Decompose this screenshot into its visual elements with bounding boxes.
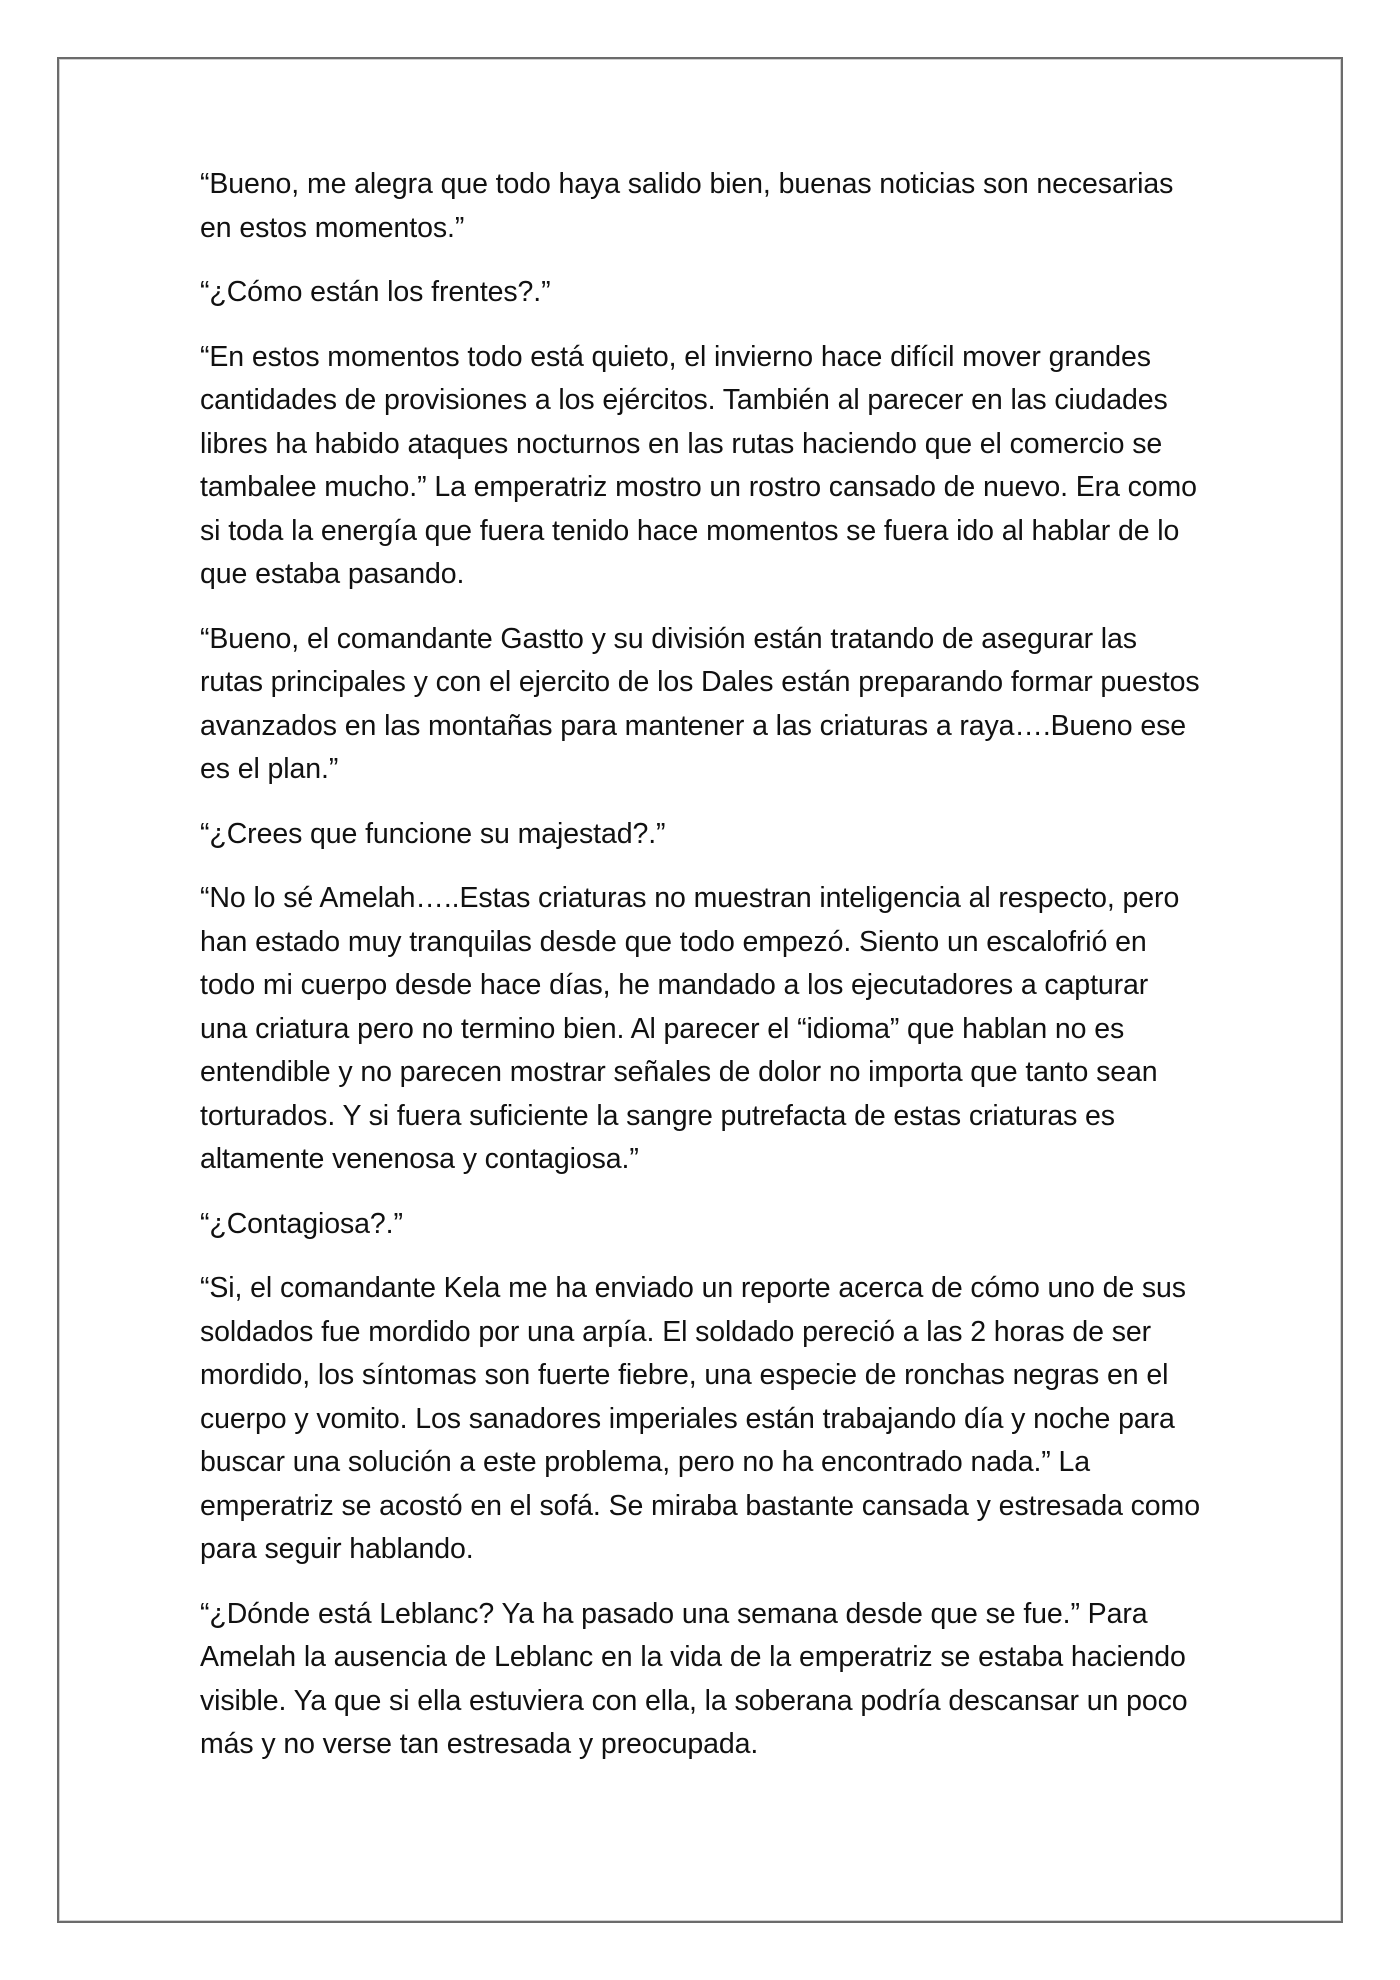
paragraph: “¿Crees que funcione su majestad?.” bbox=[200, 817, 666, 850]
document-body bbox=[200, 163, 1200, 1788]
paragraph: “Bueno, me alegra que todo haya salido bien, buenas noticias son necesarias en estos momentos.” bbox=[200, 168, 1174, 244]
paragraph: “Si, el comandante Kela me ha enviado un reporte acerca de cómo uno de sus soldados fue mordido por una arpía. El soldado pereció a las 2 horas de ser mordido, los síntomas son fuerte fiebre, una especie de ronchas negras en el cuerpo y vomito. Los sanadores imperiales están trabajando día y noche para buscar una solución a este problema, pero no ha encontrado nada.” La emperatriz se acostó en el sofá. Se miraba bastante cansada y estresada como para seguir hablando. bbox=[200, 1272, 1200, 1565]
paragraph: “¿Contagiosa?.” bbox=[200, 1207, 403, 1240]
paragraph: “¿Dónde está Leblanc? Ya ha pasado una semana desde que se fue.” Para Amelah la ausencia de Leblanc en la vida de la emperatriz se estaba haciendo visible. Ya que si ella estuviera con ella, la soberana podría descansar un poco más y no verse tan estresada y preocupada. bbox=[200, 1597, 1188, 1760]
paragraph: “En estos momentos todo está quieto, el invierno hace difícil mover grandes cantidades de provisiones a los ejércitos. También al parecer en las ciudades libres ha habido ataques nocturnos en las rutas haciendo que el comercio se tambalee mucho.” La emperatriz mostro un rostro cansado de nuevo. Era como si toda la energía que fuera tenido hace momentos se fuera ido al hablar de lo que estaba pasando. bbox=[200, 340, 1197, 590]
paragraph: “Bueno, el comandante Gastto y su división están tratando de asegurar las rutas principales y con el ejercito de los Dales están preparando formar puestos avanzados en las montañas para mantener a las criaturas a raya….Bueno ese es el plan.” bbox=[200, 622, 1200, 785]
paragraph: “No lo sé Amelah…..Estas criaturas no muestran inteligencia al respecto, pero han estado muy tranquilas desde que todo empezó. Siento un escalofrió en todo mi cuerpo desde hace días, he mandado a los ejecutadores a capturar una criatura pero no termino bien. Al parecer el “idioma” que hablan no es entendible y no parecen mostrar señales de dolor no importa que tanto sean torturados. Y si fuera suficiente la sangre putrefacta de estas criaturas es altamente venenosa y contagiosa.” bbox=[200, 882, 1180, 1175]
paragraph: “¿Cómo están los frentes?.” bbox=[200, 276, 551, 308]
